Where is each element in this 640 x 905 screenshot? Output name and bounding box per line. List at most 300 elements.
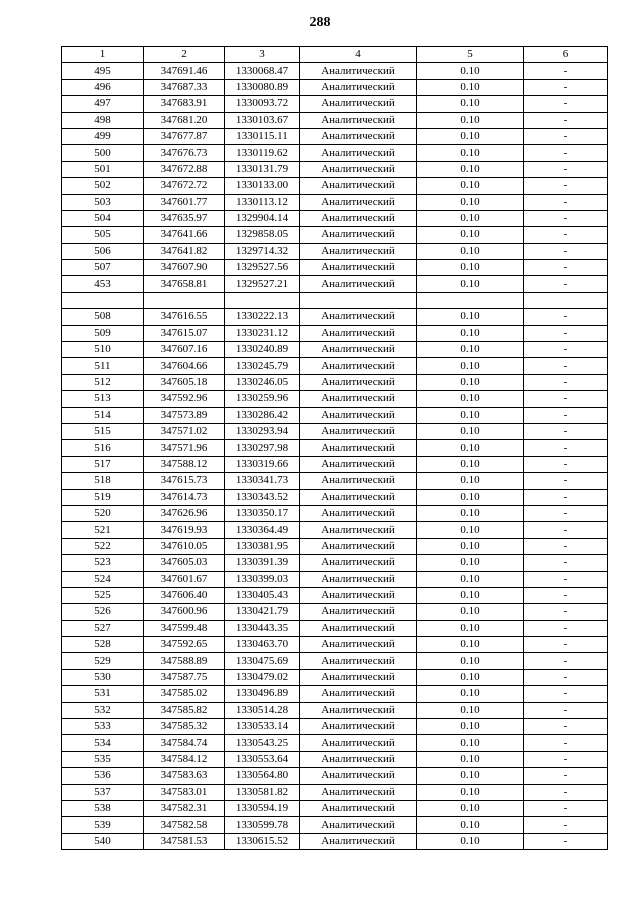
table-cell: 1330496.89 [225, 686, 300, 702]
table-cell: 347601.67 [144, 571, 225, 587]
table-cell: 525 [62, 587, 144, 603]
table-cell: 347615.73 [144, 473, 225, 489]
table-cell: 0.10 [417, 538, 524, 554]
table-cell: 347616.55 [144, 309, 225, 325]
table-cell: 1330297.98 [225, 440, 300, 456]
table-cell: - [524, 522, 608, 538]
table-cell: Аналитический [300, 489, 417, 505]
table-cell: Аналитический [300, 669, 417, 685]
table-cell: 1330364.49 [225, 522, 300, 538]
table-cell: 507 [62, 260, 144, 276]
table-row [62, 587, 608, 603]
header-row [62, 47, 608, 63]
table-cell: 1330479.02 [225, 669, 300, 685]
table-cell: Аналитический [300, 587, 417, 603]
table-cell: 512 [62, 374, 144, 390]
table-row [62, 342, 608, 358]
table-cell: 514 [62, 407, 144, 423]
table-cell: 347641.82 [144, 243, 225, 259]
table-cell: - [524, 309, 608, 325]
table-row [62, 817, 608, 833]
table-cell: 526 [62, 604, 144, 620]
table-cell: 0.10 [417, 96, 524, 112]
table-cell: Аналитический [300, 473, 417, 489]
table-cell: 536 [62, 768, 144, 784]
column-header: 1 [62, 47, 144, 63]
table-row [62, 243, 608, 259]
table-cell: 347584.12 [144, 751, 225, 767]
table-cell: 0.10 [417, 309, 524, 325]
table-row [62, 374, 608, 390]
table-cell: 0.10 [417, 407, 524, 423]
table-cell: 453 [62, 276, 144, 292]
table-cell: 0.10 [417, 702, 524, 718]
table-cell: - [524, 735, 608, 751]
table-cell: Аналитический [300, 358, 417, 374]
table-cell: 0.10 [417, 817, 524, 833]
table-cell: 0.10 [417, 686, 524, 702]
table-cell: 533 [62, 719, 144, 735]
table-cell: 1330286.42 [225, 407, 300, 423]
table-cell: 1330068.47 [225, 63, 300, 79]
table-row [62, 128, 608, 144]
table-cell: Аналитический [300, 440, 417, 456]
table-cell: 1330093.72 [225, 96, 300, 112]
table-row [62, 440, 608, 456]
table-cell: 506 [62, 243, 144, 259]
table-cell: 0.10 [417, 522, 524, 538]
table-cell: 347691.46 [144, 63, 225, 79]
table-cell: 1330350.17 [225, 505, 300, 521]
table-cell: 497 [62, 96, 144, 112]
table-cell: 532 [62, 702, 144, 718]
table-cell: 1329527.21 [225, 276, 300, 292]
table-cell: Аналитический [300, 309, 417, 325]
table-cell: - [524, 96, 608, 112]
table-row [62, 456, 608, 472]
table-cell [225, 292, 300, 308]
table-cell: 1329714.32 [225, 243, 300, 259]
table-cell: 0.10 [417, 276, 524, 292]
table-cell: 1330319.66 [225, 456, 300, 472]
table-cell: 347658.81 [144, 276, 225, 292]
table-cell [417, 292, 524, 308]
table-cell: Аналитический [300, 178, 417, 194]
table-row [62, 178, 608, 194]
table-cell: 540 [62, 833, 144, 849]
table-row [62, 719, 608, 735]
table-cell: 0.10 [417, 751, 524, 767]
table-cell: 1330463.70 [225, 637, 300, 653]
table-row [62, 653, 608, 669]
table-cell: 518 [62, 473, 144, 489]
table-cell: - [524, 194, 608, 210]
table-cell: 0.10 [417, 784, 524, 800]
table-cell: - [524, 620, 608, 636]
table-cell: 347571.96 [144, 440, 225, 456]
table-cell: 0.10 [417, 342, 524, 358]
table-cell: - [524, 276, 608, 292]
table-row [62, 210, 608, 226]
table-cell: - [524, 505, 608, 521]
column-header: 2 [144, 47, 225, 63]
table-cell: - [524, 325, 608, 341]
table-cell: 1330391.39 [225, 555, 300, 571]
table-cell: 1330245.79 [225, 358, 300, 374]
table-cell: 0.10 [417, 194, 524, 210]
table-cell: 1330421.79 [225, 604, 300, 620]
table-cell: 0.10 [417, 325, 524, 341]
table-cell: 519 [62, 489, 144, 505]
table-row [62, 751, 608, 767]
table-row [62, 309, 608, 325]
table-cell: 1330343.52 [225, 489, 300, 505]
table-cell: 505 [62, 227, 144, 243]
table-cell: 0.10 [417, 735, 524, 751]
table-cell: 539 [62, 817, 144, 833]
table-cell: 0.10 [417, 178, 524, 194]
table-cell: 0.10 [417, 637, 524, 653]
table-cell: 517 [62, 456, 144, 472]
table-cell: 0.10 [417, 669, 524, 685]
table-cell: 0.10 [417, 768, 524, 784]
table-cell: 501 [62, 161, 144, 177]
table-cell: 537 [62, 784, 144, 800]
table-cell: 1329904.14 [225, 210, 300, 226]
table-row [62, 768, 608, 784]
table-row [62, 735, 608, 751]
table-cell: - [524, 161, 608, 177]
table-cell: - [524, 768, 608, 784]
table-cell: 0.10 [417, 161, 524, 177]
table-row [62, 473, 608, 489]
table-cell: 1330553.64 [225, 751, 300, 767]
table-cell: Аналитический [300, 407, 417, 423]
table-cell: 347573.89 [144, 407, 225, 423]
table-cell: 347610.05 [144, 538, 225, 554]
table-cell: - [524, 145, 608, 161]
table-row [62, 145, 608, 161]
table-cell: 500 [62, 145, 144, 161]
table-cell: 1330615.52 [225, 833, 300, 849]
table-cell: 1330103.67 [225, 112, 300, 128]
table-row [62, 79, 608, 95]
table-cell: Аналитический [300, 784, 417, 800]
table-cell: 504 [62, 210, 144, 226]
table-cell: 0.10 [417, 79, 524, 95]
table-cell: Аналитический [300, 112, 417, 128]
table-cell: 1330240.89 [225, 342, 300, 358]
table-cell: Аналитический [300, 456, 417, 472]
table-cell: 0.10 [417, 391, 524, 407]
table-row [62, 637, 608, 653]
table-cell: 0.10 [417, 358, 524, 374]
table-cell: - [524, 489, 608, 505]
table-row [62, 604, 608, 620]
table-cell: - [524, 653, 608, 669]
table-cell: 498 [62, 112, 144, 128]
table-cell: 1330475.69 [225, 653, 300, 669]
table-cell: - [524, 227, 608, 243]
table-cell: 1330599.78 [225, 817, 300, 833]
table-row [62, 260, 608, 276]
table-cell [62, 292, 144, 308]
table-cell: 521 [62, 522, 144, 538]
table-row [62, 800, 608, 816]
table-cell: Аналитический [300, 751, 417, 767]
table-cell: 524 [62, 571, 144, 587]
page-number: 288 [309, 15, 331, 30]
table-cell: - [524, 210, 608, 226]
table-cell: 0.10 [417, 128, 524, 144]
table-cell: 0.10 [417, 243, 524, 259]
table-cell: Аналитический [300, 391, 417, 407]
table-cell: 347677.87 [144, 128, 225, 144]
table-cell: 538 [62, 800, 144, 816]
table-cell: 0.10 [417, 227, 524, 243]
table-cell: 347635.97 [144, 210, 225, 226]
table-cell: Аналитический [300, 768, 417, 784]
column-header: 6 [524, 47, 608, 63]
table-cell: 0.10 [417, 440, 524, 456]
table-cell: 347582.58 [144, 817, 225, 833]
table-cell: 0.10 [417, 112, 524, 128]
table-cell: - [524, 751, 608, 767]
table-cell: Аналитический [300, 653, 417, 669]
table-cell: 347615.07 [144, 325, 225, 341]
table-cell: 347600.96 [144, 604, 225, 620]
table-cell: Аналитический [300, 260, 417, 276]
table-cell: 347687.33 [144, 79, 225, 95]
table-cell: 347582.31 [144, 800, 225, 816]
table-cell: - [524, 833, 608, 849]
table-cell: 347585.02 [144, 686, 225, 702]
table-cell: 0.10 [417, 833, 524, 849]
table-cell: 0.10 [417, 473, 524, 489]
table-cell: 347588.89 [144, 653, 225, 669]
table-cell: 502 [62, 178, 144, 194]
table-cell: 0.10 [417, 145, 524, 161]
table-cell: 347641.66 [144, 227, 225, 243]
table-cell: 1330259.96 [225, 391, 300, 407]
table-cell: 0.10 [417, 587, 524, 603]
column-header: 5 [417, 47, 524, 63]
table-cell: 1330514.28 [225, 702, 300, 718]
table-cell: - [524, 243, 608, 259]
table-cell: 0.10 [417, 456, 524, 472]
table-cell: 495 [62, 63, 144, 79]
table-cell: Аналитический [300, 604, 417, 620]
table-cell: Аналитический [300, 194, 417, 210]
table-cell: - [524, 358, 608, 374]
table-cell: - [524, 63, 608, 79]
table-cell: - [524, 604, 608, 620]
table-header [62, 47, 608, 63]
table-cell: 347676.73 [144, 145, 225, 161]
table-cell: - [524, 342, 608, 358]
table-cell: 0.10 [417, 505, 524, 521]
table-cell: 347583.63 [144, 768, 225, 784]
table-row [62, 620, 608, 636]
table-cell [524, 292, 608, 308]
table-cell: 496 [62, 79, 144, 95]
table-cell: 347592.96 [144, 391, 225, 407]
table-cell: 531 [62, 686, 144, 702]
table-row [62, 489, 608, 505]
table-cell: 347607.90 [144, 260, 225, 276]
table-cell: - [524, 719, 608, 735]
table-row [62, 63, 608, 79]
table-cell: Аналитический [300, 735, 417, 751]
column-header: 3 [225, 47, 300, 63]
table-cell: 1330113.12 [225, 194, 300, 210]
table-cell: 347605.18 [144, 374, 225, 390]
table-cell: Аналитический [300, 161, 417, 177]
table-cell: Аналитический [300, 227, 417, 243]
table-cell: - [524, 440, 608, 456]
table-cell: - [524, 128, 608, 144]
table-cell: - [524, 178, 608, 194]
table-cell: 535 [62, 751, 144, 767]
table-cell: Аналитический [300, 800, 417, 816]
table-cell: 513 [62, 391, 144, 407]
table-cell: 1329527.56 [225, 260, 300, 276]
table-cell: - [524, 800, 608, 816]
table-cell: 0.10 [417, 374, 524, 390]
table-cell: 1330341.73 [225, 473, 300, 489]
table-cell: 1330293.94 [225, 423, 300, 439]
table-cell: Аналитический [300, 63, 417, 79]
table-cell: Аналитический [300, 325, 417, 341]
table-cell: 1330533.14 [225, 719, 300, 735]
table-cell: Аналитический [300, 276, 417, 292]
table-body [62, 63, 608, 850]
table-cell: 530 [62, 669, 144, 685]
table-cell: Аналитический [300, 833, 417, 849]
table-cell: Аналитический [300, 555, 417, 571]
table-cell: 529 [62, 653, 144, 669]
table-cell: 1330231.12 [225, 325, 300, 341]
table-cell: 1330115.11 [225, 128, 300, 144]
table-cell: 503 [62, 194, 144, 210]
table-cell: 1330080.89 [225, 79, 300, 95]
table-row [62, 325, 608, 341]
table-cell: 1330119.62 [225, 145, 300, 161]
coordinates-table [61, 46, 608, 850]
table-cell: 0.10 [417, 719, 524, 735]
table-row [62, 571, 608, 587]
table-cell: 347614.73 [144, 489, 225, 505]
table-row [62, 227, 608, 243]
table-cell: 516 [62, 440, 144, 456]
table-cell: 528 [62, 637, 144, 653]
table-cell: 347607.16 [144, 342, 225, 358]
table-cell: 347584.74 [144, 735, 225, 751]
table-cell: 347571.02 [144, 423, 225, 439]
table-cell: 347581.53 [144, 833, 225, 849]
table-cell: 527 [62, 620, 144, 636]
table-cell: Аналитический [300, 342, 417, 358]
table-cell: 347588.12 [144, 456, 225, 472]
table-row [62, 505, 608, 521]
table-cell: 509 [62, 325, 144, 341]
table-cell: 0.10 [417, 423, 524, 439]
table-cell: 522 [62, 538, 144, 554]
table-row [62, 391, 608, 407]
table-cell: 347605.03 [144, 555, 225, 571]
table-cell: 347599.48 [144, 620, 225, 636]
table-cell: - [524, 456, 608, 472]
table-cell: 0.10 [417, 620, 524, 636]
table-cell [144, 292, 225, 308]
table-cell: 499 [62, 128, 144, 144]
table-cell: - [524, 587, 608, 603]
table-cell: - [524, 555, 608, 571]
table-cell: 523 [62, 555, 144, 571]
table-row [62, 833, 608, 849]
table-row [62, 96, 608, 112]
table-cell: - [524, 669, 608, 685]
table-cell: 347583.01 [144, 784, 225, 800]
table-cell: Аналитический [300, 522, 417, 538]
table-cell: - [524, 112, 608, 128]
table-row [62, 555, 608, 571]
table-row [62, 292, 608, 308]
table-cell: 347585.32 [144, 719, 225, 735]
table-row [62, 784, 608, 800]
table-cell: 1330381.95 [225, 538, 300, 554]
table-cell: Аналитический [300, 145, 417, 161]
table-row [62, 669, 608, 685]
table-cell: Аналитический [300, 620, 417, 636]
table-row [62, 522, 608, 538]
table-cell: 1330133.00 [225, 178, 300, 194]
table-cell: - [524, 817, 608, 833]
table-cell: Аналитический [300, 423, 417, 439]
table-cell: Аналитический [300, 817, 417, 833]
table-cell: Аналитический [300, 505, 417, 521]
table-cell: 347604.66 [144, 358, 225, 374]
table-cell: Аналитический [300, 686, 417, 702]
table-cell: Аналитический [300, 128, 417, 144]
table-cell: 347606.40 [144, 587, 225, 603]
table-cell: 1330443.35 [225, 620, 300, 636]
table-cell: 0.10 [417, 260, 524, 276]
table-cell: - [524, 784, 608, 800]
table-row [62, 161, 608, 177]
table-cell: Аналитический [300, 719, 417, 735]
column-header: 4 [300, 47, 417, 63]
table-cell: Аналитический [300, 210, 417, 226]
table-row [62, 276, 608, 292]
table-cell: Аналитический [300, 571, 417, 587]
table-cell: 0.10 [417, 653, 524, 669]
table-cell: 510 [62, 342, 144, 358]
table-cell: 347683.91 [144, 96, 225, 112]
table-cell: Аналитический [300, 538, 417, 554]
table-cell: 0.10 [417, 571, 524, 587]
table-cell: 511 [62, 358, 144, 374]
table-row [62, 194, 608, 210]
table-cell: - [524, 538, 608, 554]
table-cell: 1330594.19 [225, 800, 300, 816]
table-cell: 1330222.13 [225, 309, 300, 325]
table-cell: 0.10 [417, 800, 524, 816]
table-cell: 0.10 [417, 604, 524, 620]
table-cell: 1330543.25 [225, 735, 300, 751]
table-cell: - [524, 79, 608, 95]
table-row [62, 538, 608, 554]
